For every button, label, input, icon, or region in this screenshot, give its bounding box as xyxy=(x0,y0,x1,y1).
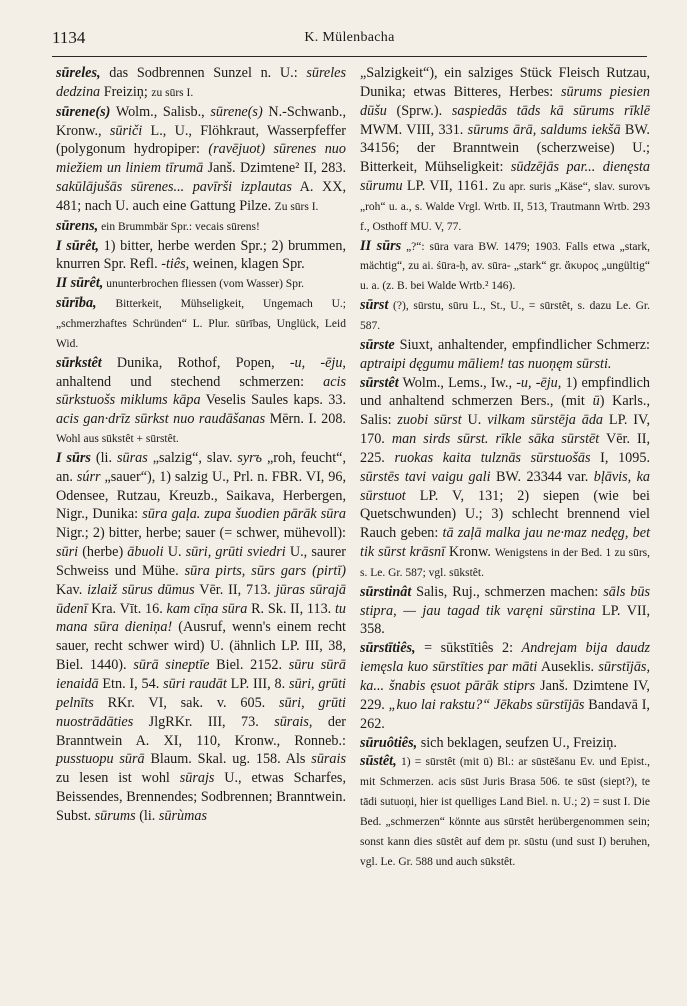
entry-text: Salis, Ruj., schmerzen machen: xyxy=(411,583,604,600)
entry-text: sūrības, xyxy=(235,317,271,330)
entry-text: Vēr. II, 713. xyxy=(194,581,276,598)
entry-text: der Branntwein A. XI, 110, Kronw., Ronneb.: xyxy=(56,713,346,749)
dictionary-entry xyxy=(360,64,650,237)
running-head: K. Mülenbacha xyxy=(304,30,395,45)
example-text: sūrā sineptīe xyxy=(133,657,210,674)
entry-headword: sūrstinât xyxy=(360,583,412,600)
entry-text: Zu sūrs I. xyxy=(274,200,319,213)
entry-text: JlgRKr. III, 73. xyxy=(133,713,275,730)
entry-headword: I sūrêt, xyxy=(56,237,99,254)
entry-text: Bitterkeit, Mühseligkeit, Ungemach U.; „schmerzhaftes Schründen“ L. Plur. xyxy=(56,298,346,330)
example-text: sūrais xyxy=(311,751,346,768)
example-text: acis gan·drīz sūrkst nuo raudāšanas xyxy=(56,411,266,428)
entry-headword: sūruôtiês, xyxy=(360,734,418,751)
example-text: syrъ xyxy=(237,449,263,466)
example-text: -u, -ēju, xyxy=(516,374,562,391)
entry-text: Auseklis. xyxy=(537,659,599,676)
entry-text: Wolm., Salisb., xyxy=(110,103,211,120)
entry-text: Bandavā I, 262. xyxy=(360,696,650,732)
example-text: kam cīņa sūra xyxy=(166,600,248,617)
example-text: sūra gaļa. zupa šuodien pārāk sūra xyxy=(142,506,346,523)
example-text: (ravējuot) sūrenes nuo miežiem un liniem tīrumā xyxy=(56,141,346,177)
entry-text: Nigr.; 2) bitter, herbe; sauer (= schwer, mühevoll): xyxy=(56,525,346,542)
entry-headword: sūrkstêt xyxy=(56,354,102,371)
example-text: tu mana sūra dieniņa! xyxy=(56,600,347,636)
entry-headword: sūrstītiês, xyxy=(360,640,416,657)
example-text: pusstuopu sūrā xyxy=(56,751,145,768)
example-text: saspiedās tāds kā sūrums rīklē xyxy=(451,102,651,119)
entry-headword: sūrens, xyxy=(56,217,99,234)
example-text: -tiês, xyxy=(161,256,190,273)
dictionary-entry xyxy=(56,354,346,449)
entry-text: Biel. 2152. xyxy=(209,657,289,674)
entry-text: zu sūrs I. xyxy=(151,86,194,99)
example-text: sūrùmas xyxy=(158,807,207,824)
entry-text: LP. IV, 170. xyxy=(360,412,650,448)
entry-text: = sūkstītiês 2: xyxy=(415,640,522,657)
entry-text: „sauer“), 1) salzig U., Prl. n. FBR. VI, 96, Odensee, Rutzau, Kreuzb., Saikava, Herbergen, Nigr., Dunika: xyxy=(56,468,346,523)
entry-text: Mērn. I. 208. xyxy=(265,411,346,428)
dictionary-entry xyxy=(360,639,650,733)
entry-headword: I sūrs xyxy=(56,449,91,466)
example-text: tā zaļā malka jau ne·maz nedęg, bet tik sūrst krāsnī xyxy=(360,525,651,561)
dictionary-entry xyxy=(56,217,346,237)
entry-text: (Ausruf, wenn's einem recht sauer, recht schwer wird) U. (ähnlich LP. III, 38, Biel. 1440). xyxy=(56,619,346,674)
entry-text: das Sodbrennen Sunzel n. U.: xyxy=(100,65,307,81)
entry-text: U., etwas Scharfes, Beissendes, Brennendes; Sodbrennen; Branntwein. Subst. xyxy=(56,770,346,824)
example-text: „kuo lai rakstu?“ Jēkabs sūrstījās xyxy=(388,696,585,713)
example-text: izlaiž sūrus dūmus xyxy=(87,581,195,598)
example-text: sūrums xyxy=(94,807,136,824)
entry-text: Veselis Saules kaps. 33. xyxy=(200,392,346,409)
entry-text: Freiziņ; xyxy=(100,83,152,100)
example-text: vilkam sūrstēja āda xyxy=(487,412,604,429)
entry-text: LP. VII, 1161. xyxy=(402,178,493,195)
entry-headword: sūrene(s) xyxy=(56,103,111,120)
entry-text: BW. 23344 var. xyxy=(490,468,594,485)
example-text: zuobi sūrst xyxy=(397,412,462,429)
entry-text: ununterbrochen fliessen (vom Wasser) Spr. xyxy=(103,278,305,291)
dictionary-entry xyxy=(56,237,346,275)
entry-text: Etn. I, 54. xyxy=(98,676,164,692)
dictionary-entry xyxy=(56,103,346,217)
entry-text: „salzig“, slav. xyxy=(147,449,238,466)
example-text: sūri raudāt xyxy=(163,676,227,692)
example-text: sūras xyxy=(117,449,148,466)
entry-text: vecais sūrens! xyxy=(195,220,260,233)
entry-text: LP. V, 131; 2) siepen (wie bei Quetschwunden) U.; 3) schlecht brennend viel Rauch geben: xyxy=(360,487,650,542)
entry-text: I, 1095. xyxy=(590,449,650,466)
example-text: sūra pirts, sūrs gars (pirtī) xyxy=(184,562,346,579)
example-text: sūri, grūti sviedri xyxy=(185,544,286,561)
entry-text: (li. xyxy=(90,449,117,466)
entry-text: ) Karls., Salis: xyxy=(360,393,650,429)
example-text: Andrejam bija daudz iemęsla kuo sūrstīties par māti xyxy=(360,640,650,676)
example-text: sūrais, xyxy=(274,713,313,730)
entry-text: LP. VII, 358. xyxy=(360,602,651,638)
entry-headword: sūreles, xyxy=(56,65,101,81)
dictionary-entry xyxy=(360,374,650,583)
dictionary-entry xyxy=(56,294,346,354)
dictionary-entry xyxy=(56,274,346,294)
entry-text: U. xyxy=(163,544,186,561)
entry-text: ein Brummbär Spr.: xyxy=(98,220,195,233)
entry-text: LP. III, 8. xyxy=(226,676,289,692)
entry-text: Wohl aus sūkstêt + sūrstêt. xyxy=(56,433,179,446)
example-text: sūrene(s) xyxy=(210,103,263,120)
entry-text: Janš. Dzimtene² II, 283. xyxy=(203,160,346,177)
entry-headword: sūstêt, xyxy=(360,753,397,770)
header-rule xyxy=(52,56,647,57)
entry-text: U., saurer Schweiss und Mühe. xyxy=(56,544,346,579)
example-text: sūdzējās par... dienęsta sūrumu xyxy=(360,159,650,195)
entry-text: Dunika, Rothof, Popen, xyxy=(101,354,290,371)
example-text: sūri, grūti nuostrādāties xyxy=(56,694,346,730)
entry-text: „roh, feucht“, an. xyxy=(56,449,346,485)
example-text: sakūlājušās sūrenes... pavīrši izplautas xyxy=(56,179,292,196)
example-text: acis sūrkstuošs miklums kāpa xyxy=(56,373,346,409)
example-text: sūri xyxy=(56,544,79,561)
entry-headword: sūrst xyxy=(360,297,389,314)
entry-text: anhaltend und stechend schmerzen: xyxy=(56,373,324,390)
entry-text: BW. 34156; der Branntwein (scherzweise) U.; Bitterkeit, Mühseligkeit: xyxy=(360,121,650,176)
dictionary-entry xyxy=(360,237,650,297)
example-text: jūras sūrajā ūdenī xyxy=(56,581,347,617)
dictionary-entry xyxy=(360,752,650,871)
entry-text: (Sprw.). xyxy=(386,102,452,119)
dictionary-entry xyxy=(360,336,650,374)
example-text: ruokas kaita tulznās sūrstuošās xyxy=(394,449,591,466)
dictionary-entry xyxy=(360,734,650,753)
example-text: sūru sūrā ienaidā xyxy=(56,657,346,692)
example-text: aptraipi dęgumu māliem! tas nuoņęm sūrsti. xyxy=(360,355,612,372)
example-text: ū xyxy=(592,393,600,410)
entry-headword: sūrstêt xyxy=(360,374,399,391)
entry-text: 1) bitter, herbe werden Spr.; 2) brummen, knurren Spr. Refl. xyxy=(56,237,346,273)
left-column xyxy=(56,64,346,826)
entry-text: „Salzigkeit“), ein salziges Stück Fleisch Rutzau, Dunika; etwas Bitteres, Herbes: xyxy=(360,65,650,100)
entry-text: Siuxt, anhaltender, empfindlicher Schmerz: xyxy=(394,336,650,353)
entry-text: zu lesen ist wohl xyxy=(56,770,180,787)
entry-headword: II sūrs xyxy=(360,237,402,254)
example-text: súrr xyxy=(76,468,101,485)
example-text: -u, -ēju, xyxy=(289,354,346,371)
example-text: sūrstījās, ka... šnabis ęsuot pārāk stiprs xyxy=(360,659,650,694)
dictionary-entry xyxy=(360,583,650,640)
entry-text: N.-Schwanb., Kronw., xyxy=(56,103,346,139)
right-column xyxy=(360,64,650,871)
entry-headword: II sūrêt, xyxy=(56,275,104,292)
entry-headword: sūrība, xyxy=(56,295,97,312)
entry-text: Kronw. xyxy=(445,544,495,561)
dictionary-entry xyxy=(56,64,346,103)
entry-text: MWM. VIII, 331. xyxy=(360,121,468,138)
example-text: bļāvis, ka sūrstuot xyxy=(360,468,650,504)
entry-text: 1) = sūrstêt (mit ū) Bl.: ar sūstēšanu Ev. und Epist., mit Schmerzen. acis sūst Juris Brasa 506. te sūst (siept?), te tādi sutuoņi, hier ist quelliges Land Biel. n. U.; 2) = sust I. Die Bed. „schmerzen“ könnte aus sūrstêt herübergenommen sein; sonst kann dies sūstêt auf dem pr. sūstu (und sust I) beruhen, vgl. Le. Gr. 588 und auch sūkstêt. xyxy=(360,756,650,868)
entry-text: A. XX, 481; nach U. auch eine Gattung Pilze. xyxy=(56,179,346,214)
entry-text: Wenigstens in der Bed. 1 zu sūrs, s. Le. Gr. 587; vgl. sūkstêt. xyxy=(360,547,650,579)
page-header xyxy=(52,28,647,52)
example-text: sūreles dedzina xyxy=(56,65,346,100)
dictionary-entry xyxy=(56,449,346,826)
example-text: sūrstēs tavi vaigu gali xyxy=(360,468,491,485)
entry-text: (li. xyxy=(135,807,159,824)
example-text: sūri, grūti pelnīts xyxy=(56,676,346,711)
example-text: sūriči xyxy=(109,122,143,139)
entry-text: Vēr. II, 225. xyxy=(360,431,651,466)
entry-text: L., U., Flöhkraut, Wasserpfeffer (polygonum hydropiper: xyxy=(56,122,347,158)
example-text: man sirds sūrst. rīkle sāka sūrstēt xyxy=(391,431,600,448)
entry-text: Janš. Dzimtene IV, 229. xyxy=(360,678,650,713)
entry-text: Wolm., Lems., Iw., xyxy=(398,374,517,391)
entry-text: Unglück, Leid Wid. xyxy=(56,317,346,350)
entry-text: R. Sk. II, 113. xyxy=(247,600,335,617)
entry-text: RKr. VI, sak. v. 605. xyxy=(93,694,279,711)
entry-text: (herbe) xyxy=(78,544,128,561)
example-text: sāls būs stipra, — jau tagad tik varęni sūrstina xyxy=(360,583,650,619)
example-text: sūrajs xyxy=(179,770,215,787)
entry-text: Zu apr. suris „Käse“, slav. surovъ „roh“ u. a., s. Walde Vrgl. Wrtb. II, 513, Trautmann Wrtb. 293 f., Osthoff MU. V, 77. xyxy=(360,181,650,233)
entry-text: Kra. Vīt. 16. xyxy=(87,600,167,617)
entry-text: 1) empfindlich und anhaltend schmerzen Bers., (mit xyxy=(360,374,650,410)
entry-text: (?), sūrstu, sūru L., St., U., = sūrstêt, s. dazu Le. Gr. 587. xyxy=(360,300,650,332)
example-text: sūrums ārā, saldums iekšā xyxy=(467,121,621,138)
entry-headword: sūrste xyxy=(360,336,395,353)
page-number: 1134 xyxy=(52,28,86,47)
example-text: ābuoli xyxy=(127,544,164,561)
example-text: sūrums piesien dūšu xyxy=(360,83,650,119)
entry-text: weinen, klagen Spr. xyxy=(189,256,305,273)
entry-text: Blaum. Skal. ug. 158. Als xyxy=(144,751,312,768)
entry-text: U. xyxy=(461,412,488,429)
entry-text: „?“: sūra vara BW. 1479; 1903. Falls etwa „stark, mächtig“, zu ai. śūra-ḥ, av. sūra- „stark“ gr. ἄκυρος „ungültig“ u. a. (z. B. bei Walde Wrtb.² 146). xyxy=(360,240,650,293)
dictionary-entry xyxy=(360,296,650,336)
entry-text: Kav. xyxy=(56,581,88,598)
entry-text: sich beklagen, seufzen U., Freiziņ. xyxy=(417,734,617,751)
